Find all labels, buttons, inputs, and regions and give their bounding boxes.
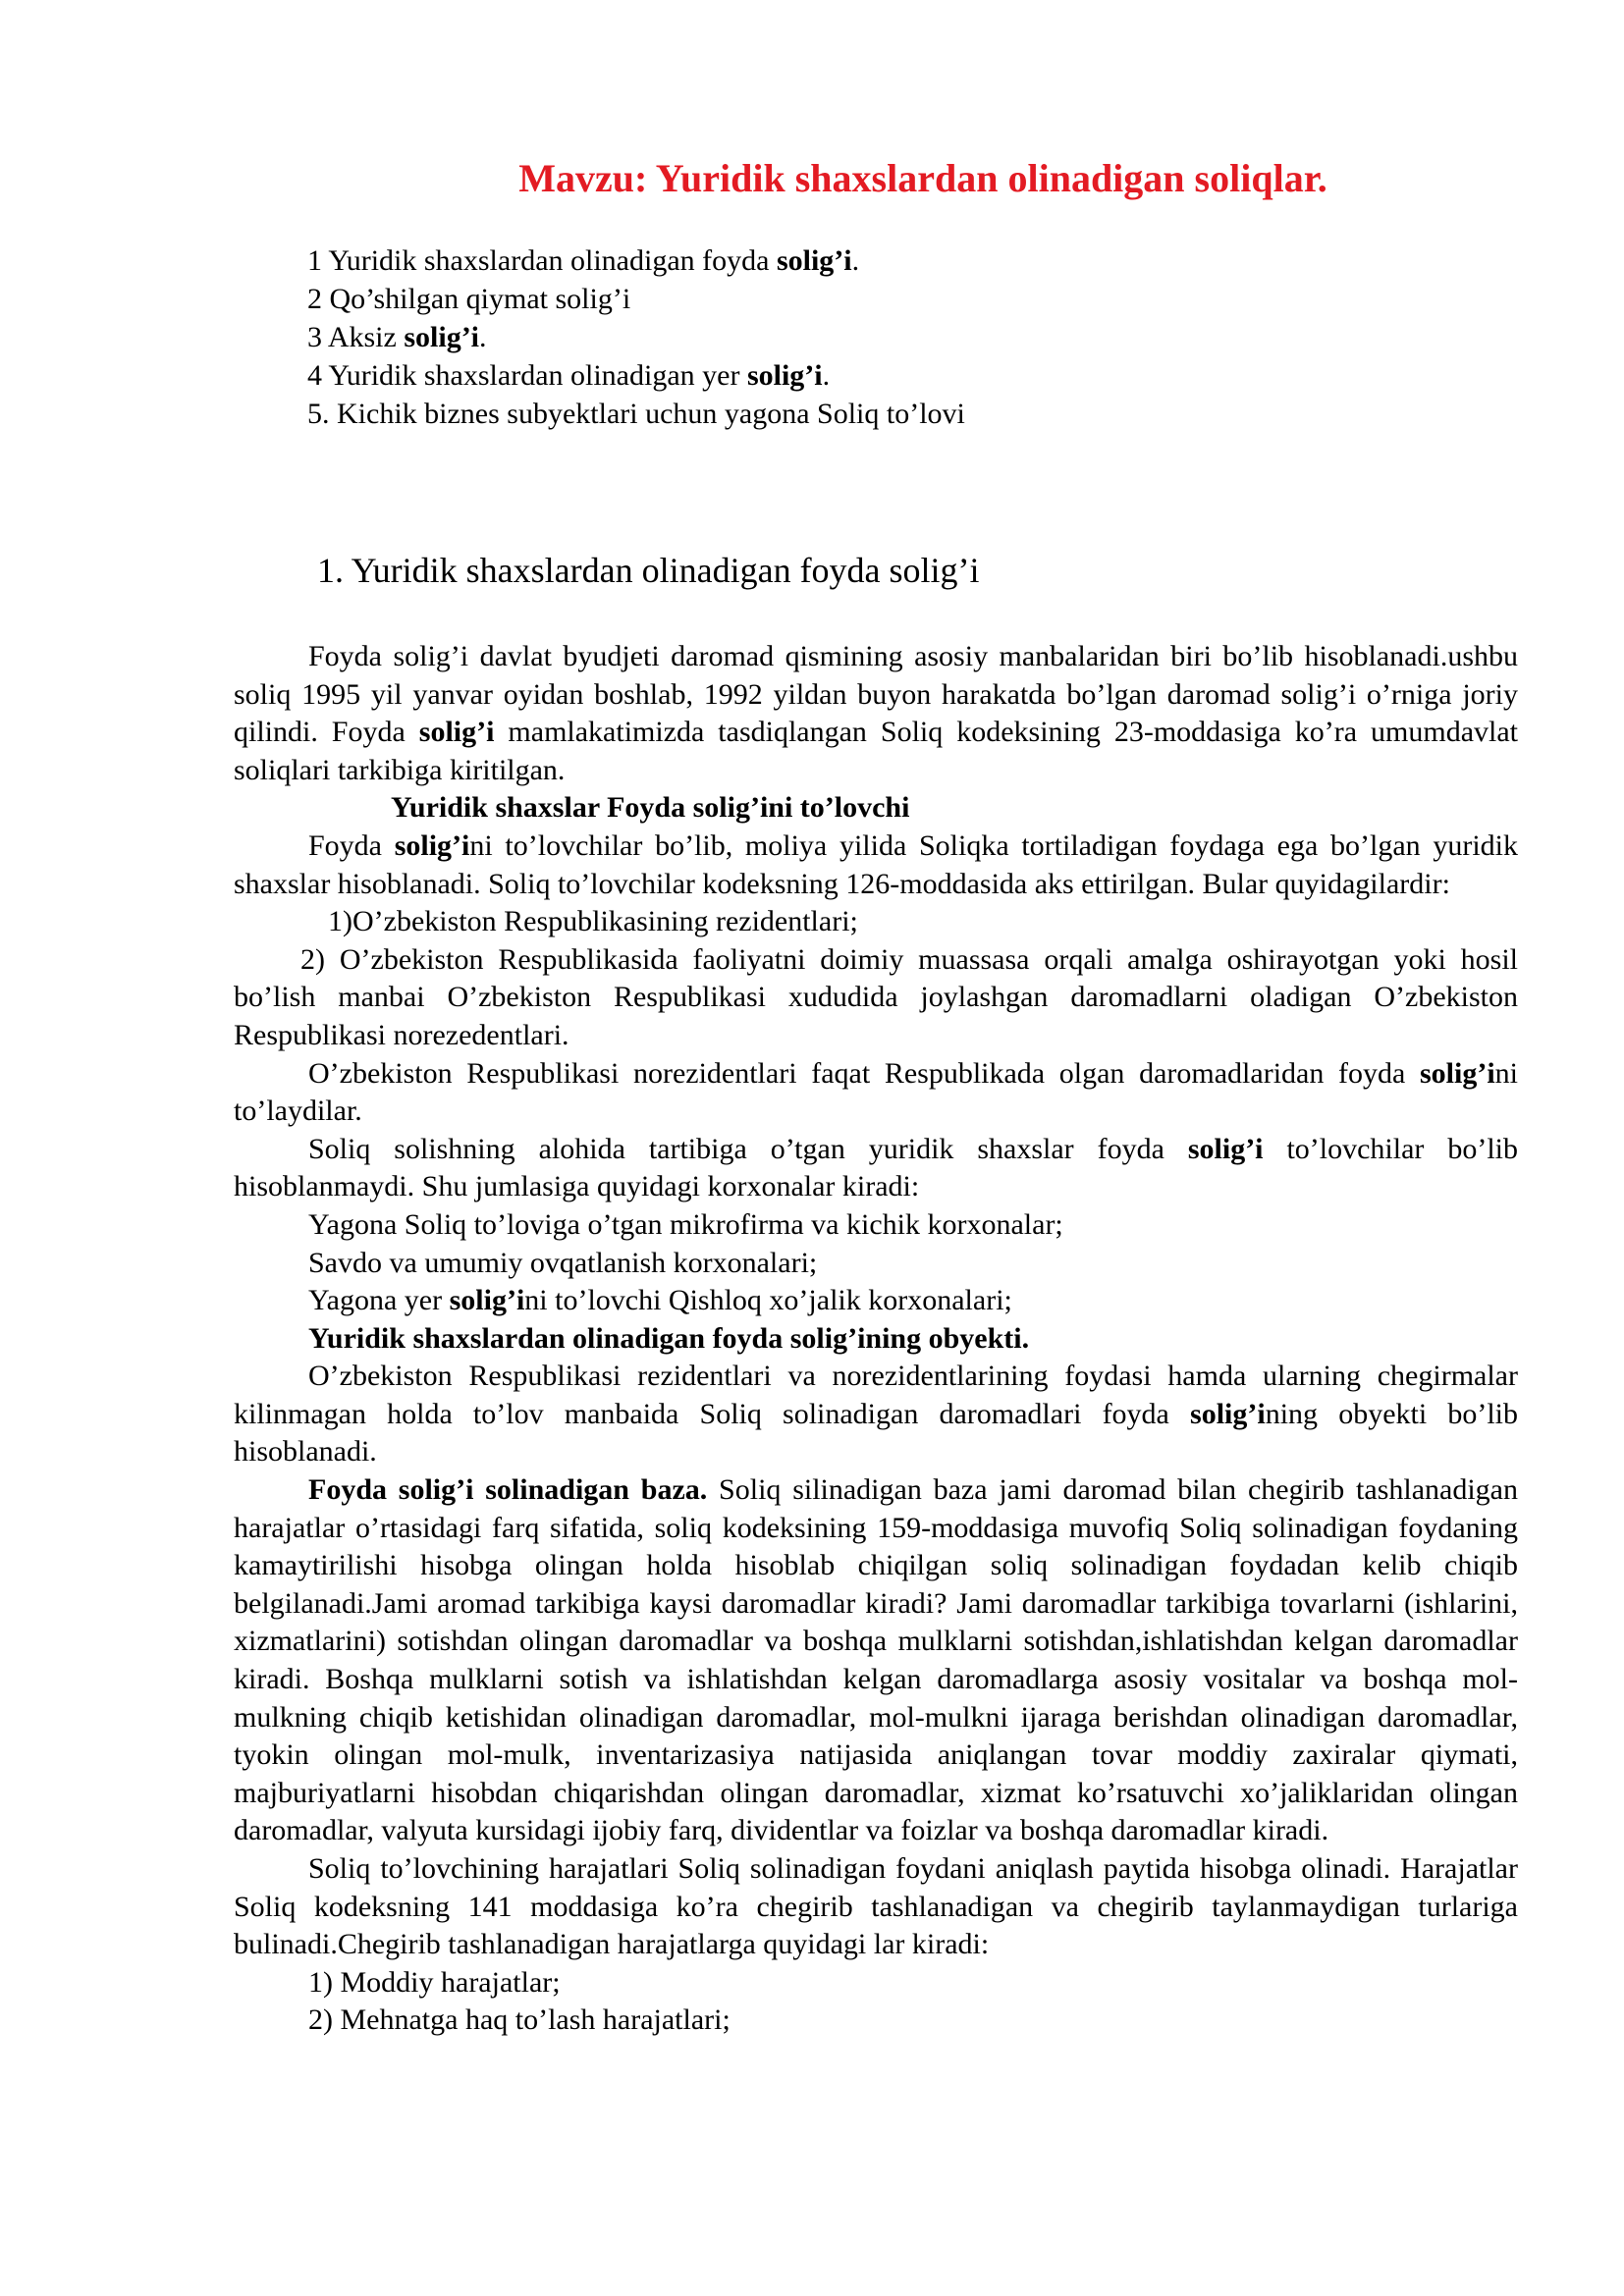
paragraph-bold: solig’i xyxy=(449,1284,525,1317)
topic-outline xyxy=(307,241,965,433)
paragraph xyxy=(234,1055,1518,1131)
section-heading: 1. Yuridik shaxslardan olinadigan foyda solig’i xyxy=(317,551,980,590)
outline-text: 1 Yuridik shaxslardan olinadigan foyda xyxy=(307,244,777,277)
list-item: Yagona Soliq to’loviga o’tgan mikrofirma va kichik korxonalar; xyxy=(308,1207,1063,1241)
outline-text: . xyxy=(479,321,487,353)
outline-text: . xyxy=(822,359,831,392)
outline-item: 5. Kichik biznes subyektlari uchun yagona Soliq to’lovi xyxy=(307,398,965,430)
outline-bold: solig’i xyxy=(404,321,480,353)
paragraph-bold: solig’i xyxy=(1187,1132,1264,1165)
outline-text: 3 Aksiz xyxy=(307,321,405,353)
paragraph xyxy=(234,828,1518,903)
page-title: Mavzu: Yuridik shaxslardan olinadigan soliqlar. xyxy=(518,156,1327,200)
paragraph-bold: solig’i xyxy=(1419,1056,1495,1090)
paragraph-text: Soliq silinadigan baza jami daromad bilan chegirib tashlanadigan harajatlar o’rtasidagi farq sifatida, soliq kodeksining 159-moddasiga muvofiq Soliq solinadigan foydaning kamaytirilishi hisobga olingan holda hisoblab chiqilgan soliq solinadigan foydadan kelib chiqib belgilanadi.Jami aromad tarkibiga kaysi daromadlar kiradi? Jami daromadlar tarkibiga tovarlarni (ishlarini, xizmatlarini) sotishdan olingan daromadlar va boshqa mulklarni sotishdan,ishlatishdan kelgan daromadlar kiradi. Boshqa mulklarni sotish va ishlatishdan kelgan daromadlarga asosiy vositalar va boshqa mol-mulkning chiqib ketishidan olinadigan daromadlar, mol-mulkni ijaraga berishdan olinadigan daromadlar, tyokin olingan mol-mulk, inventarizasiya natijasida aniqlangan tovar moddiy zaxiralar qiymati, majburiyatlarni hisobdan chiqarishdan olingan daromadlar, xizmat ko’rsatuvchi xo’jaliklaridan olingan daromadlar, valyuta kursidagi ijobiy farq, dividentlar va foizlar va boshqa daromadlar kiradi. xyxy=(234,1473,1518,1847)
paragraph-bold: Foyda solig’i solinadigan baza. xyxy=(308,1473,708,1507)
list-item: Savdo va umumiy ovqatlanish korxonalari; xyxy=(308,1246,818,1279)
paragraph xyxy=(234,1471,1518,1850)
paragraph-text: ni to’lovchilar bo’lib, moliya yilida Soliqka tortiladigan foydaga ega bo’lgan yuridik shaxslar hisoblanadi. Soliq to’lovchilar kodeksning 126-moddasida aks ettirilgan. Bular quyidagilardir: xyxy=(234,828,1518,900)
outline-bold: solig’i xyxy=(746,359,823,392)
paragraph xyxy=(234,638,1518,789)
outline-text: . xyxy=(851,244,860,277)
outline-item xyxy=(307,318,965,356)
outline-item: 2 Qo’shilgan qiymat solig’i xyxy=(307,283,631,315)
list-item: 1) Moddiy harajatlar; xyxy=(308,1965,561,1999)
paragraph-text: ni to’laydilar. xyxy=(234,1056,1518,1128)
document-body xyxy=(234,638,1518,2040)
paragraph-text: to’lovchilar bo’lib hisoblanmaydi. Shu jumlasiga quyidagi korxonalar kiradi: xyxy=(234,1132,1518,1203)
paragraph-bold: solig’i xyxy=(1190,1397,1266,1430)
subheading xyxy=(234,1320,1518,1359)
paragraph-text: ni to’lovchi Qishloq xo’jalik korxonalari; xyxy=(524,1284,1012,1317)
outline-text: 4 Yuridik shaxslardan olinadigan yer xyxy=(307,359,747,392)
paragraph-text: Foyda xyxy=(308,828,395,862)
paragraph-bold: solig’i xyxy=(418,716,495,749)
outline-bold: solig’i xyxy=(776,244,852,277)
outline-item xyxy=(307,356,965,395)
paragraph-text: O’zbekiston Respublikasi norezidentlari faqat Respublikada olgan daromadlaridan foyda xyxy=(308,1056,1420,1090)
list-item: 2) O’zbekiston Respublikasida faoliyatni doimiy muassasa orqali amalga oshirayotgan yoki hosil bo’lish manbai O’zbekiston Respublikasi xududida joylashgan daromadlarni oladigan O’zbekiston Respublikasi norezedentlari. xyxy=(234,942,1518,1051)
paragraph-text: O’zbekiston Respublikasi rezidentlari va norezidentlarining foydasi hamda ularning chegirmalar kilinmagan holda to’lov manbaida Soliq solinadigan daromadlari foyda xyxy=(234,1360,1518,1430)
paragraph-bold: solig’i xyxy=(394,828,470,862)
paragraph-text: mamlakatimizda tasdiqlangan Soliq kodeksining 23-moddasiga ko’ra umumdavlat soliqlari tarkibiga kiritilgan. xyxy=(234,716,1519,786)
paragraph-text: ning obyekti bo’lib hisoblanadi. xyxy=(234,1397,1518,1468)
paragraph-text: Foyda solig’i davlat byudjeti daromad qismining asosiy manbalaridan biri bo’lib hisoblanadi.ushbu soliq 1995 yil yanvar oyidan boshlab, 1992 yildan buyon harakatda bo’lgan daromad solig’i o’rniga joriy qilindi. Foyda xyxy=(234,640,1518,749)
paragraph-text: Soliq solishning alohida tartibiga o’tgan yuridik shaxslar foyda xyxy=(308,1132,1188,1165)
subheading-text: Yuridik shaxslardan olinadigan foyda solig’ining obyekti. xyxy=(308,1321,1030,1355)
outline-item xyxy=(307,241,965,280)
list-item xyxy=(234,1282,1518,1320)
paragraph xyxy=(234,1358,1518,1471)
list-item: 1)O’zbekiston Respublikasining rezidentlari; xyxy=(328,905,858,938)
list-item: 2) Mehnatga haq to’lash harajatlari; xyxy=(308,2003,731,2037)
paragraph-text: Yagona yer xyxy=(308,1284,450,1317)
paragraph xyxy=(234,1131,1518,1206)
paragraph: Soliq to’lovchining harajatlari Soliq solinadigan foydani aniqlash paytida hisobga olinadi. Harajatlar Soliq kodeksning 141 moddasiga ko’ra chegirib tashlanadigan va chegirib taylanmaydigan turlariga bulinadi.Chegirib tashlanadigan harajatlarga quyidagi lar kiradi: xyxy=(234,1852,1518,1961)
subheading: Yuridik shaxslar Foyda solig’ini to’lovchi xyxy=(391,791,910,825)
